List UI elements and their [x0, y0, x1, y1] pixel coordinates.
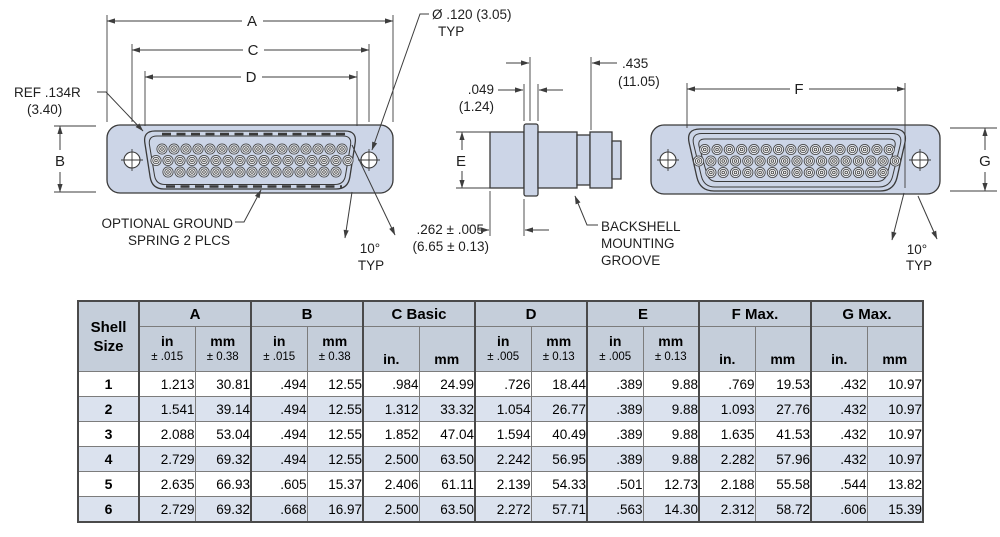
- contact-pin: [706, 156, 716, 166]
- dimension-value-cell: .563: [587, 497, 643, 523]
- contact-pin: [792, 156, 802, 166]
- contact-pin: [878, 167, 888, 177]
- dimension-value-cell: 9.88: [643, 422, 699, 447]
- contact-pin: [829, 156, 839, 166]
- contact-pin: [890, 156, 900, 166]
- contact-pin: [810, 144, 820, 154]
- contact-pin: [730, 167, 740, 177]
- dimension-value-cell: 2.088: [139, 422, 195, 447]
- contact-pin: [199, 155, 209, 165]
- backshell-groove: [577, 135, 590, 185]
- ground-spring-text-1: OPTIONAL GROUND: [101, 216, 233, 231]
- table-row: [78, 497, 923, 523]
- dimension-value-cell: 14.30: [643, 497, 699, 523]
- contact-pin: [773, 144, 783, 154]
- dim-b-label: B: [54, 153, 66, 170]
- contact-pin: [175, 155, 185, 165]
- dimension-value-cell: 1.312: [363, 397, 419, 422]
- unit-subheader: in ± .005: [587, 327, 643, 372]
- dimension-value-cell: 47.04: [419, 422, 475, 447]
- dimension-value-cell: 2.500: [363, 447, 419, 472]
- dim-d-label: D: [245, 69, 257, 86]
- contact-pin: [743, 167, 753, 177]
- dimension-value-cell: .389: [587, 422, 643, 447]
- dimension-value-cell: .605: [251, 472, 307, 497]
- dimension-value-cell: .389: [587, 372, 643, 397]
- shell-size-cell: 5: [78, 472, 139, 497]
- dimension-value-cell: 13.82: [867, 472, 923, 497]
- contact-pin: [319, 167, 329, 177]
- contact-pin: [187, 155, 197, 165]
- contact-pin: [866, 156, 876, 166]
- contact-pin: [884, 144, 894, 154]
- rear-ring: [590, 132, 612, 188]
- dimension-value-cell: 1.054: [475, 397, 531, 422]
- group-header: E: [587, 301, 699, 327]
- dimension-value-cell: 40.49: [531, 422, 587, 447]
- dimension-value-cell: .494: [251, 447, 307, 472]
- contact-pin: [217, 144, 227, 154]
- groove-offset-mm-text: (11.05): [618, 74, 660, 89]
- contact-pin: [724, 144, 734, 154]
- contact-pin: [755, 167, 765, 177]
- contact-pin: [277, 144, 287, 154]
- dimension-value-cell: 2.242: [475, 447, 531, 472]
- dimension-value-cell: 9.88: [643, 397, 699, 422]
- contact-pin: [817, 167, 827, 177]
- table-row: [78, 372, 923, 397]
- contact-pin: [780, 167, 790, 177]
- unit-subheader: mm: [867, 327, 923, 372]
- dimension-value-cell: 1.852: [363, 422, 419, 447]
- contact-pin: [307, 167, 317, 177]
- unit-subheader: mm ± 0.13: [643, 327, 699, 372]
- table-row: [78, 397, 923, 422]
- contact-pin: [804, 156, 814, 166]
- dimension-value-cell: 12.73: [643, 472, 699, 497]
- flange-thickness-dim: [459, 82, 563, 121]
- contact-pin: [743, 156, 753, 166]
- dimension-value-cell: 1.594: [475, 422, 531, 447]
- ground-spring-text-2: SPRING 2 PLCS: [127, 233, 230, 248]
- contact-pin: [319, 155, 329, 165]
- side-view-connector: [490, 124, 621, 196]
- dimension-value-cell: 58.72: [755, 497, 811, 523]
- contact-pin: [780, 156, 790, 166]
- contact-pin: [694, 156, 704, 166]
- dimension-value-cell: .726: [475, 372, 531, 397]
- table-row: [78, 422, 923, 447]
- ref-radius-text: REF .134R: [14, 85, 81, 100]
- dimension-value-cell: 2.188: [699, 472, 755, 497]
- dimension-value-cell: 12.55: [307, 372, 363, 397]
- dimension-value-cell: 61.11: [419, 472, 475, 497]
- dimension-value-cell: 26.77: [531, 397, 587, 422]
- contact-pin: [761, 144, 771, 154]
- dimension-value-cell: 24.99: [419, 372, 475, 397]
- dimension-value-cell: 69.32: [195, 497, 251, 523]
- contact-pin: [163, 167, 173, 177]
- contact-pin: [163, 155, 173, 165]
- dimension-value-cell: 2.729: [139, 497, 195, 523]
- dimension-value-cell: .544: [811, 472, 867, 497]
- contact-pin: [211, 167, 221, 177]
- dimension-value-cell: .389: [587, 447, 643, 472]
- dimension-value-cell: 2.500: [363, 497, 419, 523]
- contact-pin: [786, 144, 796, 154]
- panel-flange: [524, 124, 538, 196]
- shell-size-dimension-table: [77, 300, 924, 523]
- dimension-value-cell: 10.97: [867, 372, 923, 397]
- dimension-value-cell: .432: [811, 397, 867, 422]
- dimension-value-cell: .432: [811, 447, 867, 472]
- contact-pin: [157, 144, 167, 154]
- contact-pin: [853, 167, 863, 177]
- contact-pin: [718, 156, 728, 166]
- shell-size-cell: 2: [78, 397, 139, 422]
- contact-pin: [235, 167, 245, 177]
- unit-subheader: mm: [755, 327, 811, 372]
- hole-dia-typ-text: TYP: [438, 24, 465, 39]
- contact-pin: [295, 155, 305, 165]
- backshell-text-3: GROOVE: [601, 253, 661, 268]
- contact-pin: [283, 155, 293, 165]
- dimension-value-cell: 2.406: [363, 472, 419, 497]
- dimension-value-cell: .389: [587, 397, 643, 422]
- dimension-value-cell: 1.093: [699, 397, 755, 422]
- dim-g-label: G: [979, 153, 991, 170]
- dimension-value-cell: 66.93: [195, 472, 251, 497]
- corner-header-shell-size: Shell Size: [78, 301, 139, 372]
- contact-pin: [271, 155, 281, 165]
- dim-a-label: A: [246, 13, 258, 30]
- contact-pin: [181, 144, 191, 154]
- contact-pin: [325, 144, 335, 154]
- front-view-connector-mating: [651, 125, 940, 194]
- group-header: F Max.: [699, 301, 811, 327]
- group-header: C Basic: [363, 301, 475, 327]
- group-header: A: [139, 301, 251, 327]
- angle-left-text: 10°: [359, 241, 381, 256]
- unit-subheader: in.: [699, 327, 755, 372]
- dimension-value-cell: .501: [587, 472, 643, 497]
- front-shell-body: [490, 132, 524, 188]
- contact-pin: [259, 155, 269, 165]
- contact-pin: [241, 144, 251, 154]
- dimension-value-cell: .668: [251, 497, 307, 523]
- contact-pin: [841, 156, 851, 166]
- angle-right-text: 10°: [906, 242, 928, 257]
- dimension-value-cell: 1.541: [139, 397, 195, 422]
- groove-offset-text: .435: [622, 56, 649, 71]
- dimension-value-cell: 12.55: [307, 447, 363, 472]
- contact-pin: [295, 167, 305, 177]
- dimension-value-cell: 56.95: [531, 447, 587, 472]
- contact-pin: [337, 144, 347, 154]
- unit-subheader: in ± .015: [251, 327, 307, 372]
- dimension-value-cell: 57.71: [531, 497, 587, 523]
- dimension-value-cell: 16.97: [307, 497, 363, 523]
- dimension-value-cell: .494: [251, 422, 307, 447]
- contact-pin: [151, 155, 161, 165]
- contact-pin: [259, 167, 269, 177]
- unit-subheader: mm ± 0.13: [531, 327, 587, 372]
- contact-pin: [823, 144, 833, 154]
- dimension-value-cell: 2.282: [699, 447, 755, 472]
- unit-subheader: in.: [811, 327, 867, 372]
- contact-pin: [223, 155, 233, 165]
- contact-pin: [718, 167, 728, 177]
- contact-pin: [700, 144, 710, 154]
- dim-f-label: F: [794, 81, 804, 98]
- angle-right-typ-text: TYP: [905, 258, 933, 273]
- ground-spring-callout: [101, 190, 261, 248]
- contact-pin: [841, 167, 851, 177]
- dimension-value-cell: 12.55: [307, 422, 363, 447]
- group-header: B: [251, 301, 363, 327]
- contact-pin: [271, 167, 281, 177]
- dimension-value-cell: 2.139: [475, 472, 531, 497]
- dimension-value-cell: 2.312: [699, 497, 755, 523]
- unit-subheader: in ± .005: [475, 327, 531, 372]
- dimension-value-cell: 1.213: [139, 372, 195, 397]
- contact-pin: [313, 144, 323, 154]
- dimension-value-cell: 10.97: [867, 422, 923, 447]
- groove-offset-dim: [506, 56, 660, 130]
- dimension-value-cell: 9.88: [643, 447, 699, 472]
- contact-pin: [847, 144, 857, 154]
- dimension-value-cell: 57.96: [755, 447, 811, 472]
- contact-pin: [755, 156, 765, 166]
- dimension-value-cell: .606: [811, 497, 867, 523]
- contact-pin: [187, 167, 197, 177]
- contact-pin: [804, 167, 814, 177]
- hole-dia-text: Ø .120 (3.05): [432, 7, 512, 22]
- contact-pin: [737, 144, 747, 154]
- contact-pin: [223, 167, 233, 177]
- dimension-value-cell: 10.97: [867, 447, 923, 472]
- draft-angle-callout-right: [892, 193, 937, 273]
- contact-pin: [829, 167, 839, 177]
- dimension-value-cell: 2.635: [139, 472, 195, 497]
- contact-pin: [253, 144, 263, 154]
- contact-pin: [878, 156, 888, 166]
- panel-dim-text: .262 ± .005: [416, 222, 484, 237]
- contact-pin: [817, 156, 827, 166]
- table-row: [78, 472, 923, 497]
- contact-pin: [853, 156, 863, 166]
- dimension-value-cell: 54.33: [531, 472, 587, 497]
- dimension-value-cell: 69.32: [195, 447, 251, 472]
- shell-size-cell: 6: [78, 497, 139, 523]
- contact-pin: [289, 144, 299, 154]
- contact-pin: [749, 144, 759, 154]
- dimension-value-cell: .432: [811, 422, 867, 447]
- contact-pin: [866, 167, 876, 177]
- contact-pin: [730, 156, 740, 166]
- contact-pin: [169, 144, 179, 154]
- contact-pin: [331, 155, 341, 165]
- shell-size-cell: 3: [78, 422, 139, 447]
- flange-thickness-mm-text: (1.24): [458, 99, 494, 114]
- dimension-value-cell: 2.729: [139, 447, 195, 472]
- dimension-value-cell: 18.44: [531, 372, 587, 397]
- contact-pin: [835, 144, 845, 154]
- group-header: G Max.: [811, 301, 923, 327]
- unit-subheader: in ± .015: [139, 327, 195, 372]
- ref-radius-mm-text: (3.40): [27, 102, 63, 117]
- dimension-e: [456, 132, 492, 188]
- dimension-value-cell: 19.53: [755, 372, 811, 397]
- rear-spigot: [612, 141, 621, 179]
- dimension-value-cell: 2.272: [475, 497, 531, 523]
- dimension-value-cell: 1.635: [699, 422, 755, 447]
- dimension-value-cell: 10.97: [867, 397, 923, 422]
- contact-pin: [211, 155, 221, 165]
- dimension-value-cell: 55.58: [755, 472, 811, 497]
- shell-size-cell: 1: [78, 372, 139, 397]
- contact-pin: [205, 144, 215, 154]
- dimension-value-cell: 39.14: [195, 397, 251, 422]
- unit-subheader: mm ± 0.38: [307, 327, 363, 372]
- unit-subheader: in.: [363, 327, 419, 372]
- dimension-value-cell: .494: [251, 372, 307, 397]
- contact-pin: [307, 155, 317, 165]
- dimension-value-cell: .984: [363, 372, 419, 397]
- shell-size-cell: 4: [78, 447, 139, 472]
- contact-pin: [199, 167, 209, 177]
- dimension-value-cell: 41.53: [755, 422, 811, 447]
- contact-pin: [860, 144, 870, 154]
- dimension-d: [145, 69, 357, 126]
- table-row: [78, 447, 923, 472]
- group-header: D: [475, 301, 587, 327]
- dimension-g: [950, 128, 997, 191]
- dimension-value-cell: 15.37: [307, 472, 363, 497]
- dimension-b: [54, 126, 96, 192]
- contact-pin: [193, 144, 203, 154]
- dimension-value-cell: 27.76: [755, 397, 811, 422]
- contact-pin: [706, 167, 716, 177]
- dimension-value-cell: 12.55: [307, 397, 363, 422]
- panel-mount-dim: [413, 191, 549, 254]
- unit-subheader: mm ± 0.38: [195, 327, 251, 372]
- backshell-groove-callout: [575, 196, 681, 268]
- angle-left-typ-text: TYP: [357, 258, 385, 273]
- backshell-text-2: MOUNTING: [601, 236, 675, 251]
- contact-pin: [872, 144, 882, 154]
- front-view-connector: [107, 125, 393, 193]
- flange-thickness-text: .049: [467, 82, 494, 97]
- dim-e-label: E: [455, 153, 467, 170]
- dim-c-label: C: [247, 42, 259, 59]
- contact-pin: [767, 167, 777, 177]
- contact-pin: [792, 167, 802, 177]
- contact-pin: [767, 156, 777, 166]
- contact-pin: [265, 144, 275, 154]
- dimension-a: [107, 13, 393, 122]
- contact-pin: [247, 155, 257, 165]
- backshell-text-1: BACKSHELL: [601, 219, 681, 234]
- contact-pin: [331, 167, 341, 177]
- dimension-value-cell: 9.88: [643, 372, 699, 397]
- contact-pin: [235, 155, 245, 165]
- unit-subheader: mm: [419, 327, 475, 372]
- contact-pin: [247, 167, 257, 177]
- dimension-value-cell: .432: [811, 372, 867, 397]
- shell-size-table-container: [77, 300, 924, 523]
- contact-pin: [343, 155, 353, 165]
- ref-radius-callout: [14, 85, 143, 131]
- rear-shell-body: [538, 132, 577, 188]
- contact-pin: [175, 167, 185, 177]
- contact-pin: [712, 144, 722, 154]
- dimension-value-cell: .769: [699, 372, 755, 397]
- panel-dim-mm-text: (6.65 ± 0.13): [412, 239, 489, 254]
- contact-pin: [798, 144, 808, 154]
- dimension-value-cell: 15.39: [867, 497, 923, 523]
- dimension-value-cell: .494: [251, 397, 307, 422]
- contact-pin: [229, 144, 239, 154]
- dimension-value-cell: 63.50: [419, 497, 475, 523]
- contact-pin: [283, 167, 293, 177]
- dimension-value-cell: 33.32: [419, 397, 475, 422]
- contact-pin: [301, 144, 311, 154]
- dimension-value-cell: 53.04: [195, 422, 251, 447]
- dimension-value-cell: 63.50: [419, 447, 475, 472]
- dimension-value-cell: 30.81: [195, 372, 251, 397]
